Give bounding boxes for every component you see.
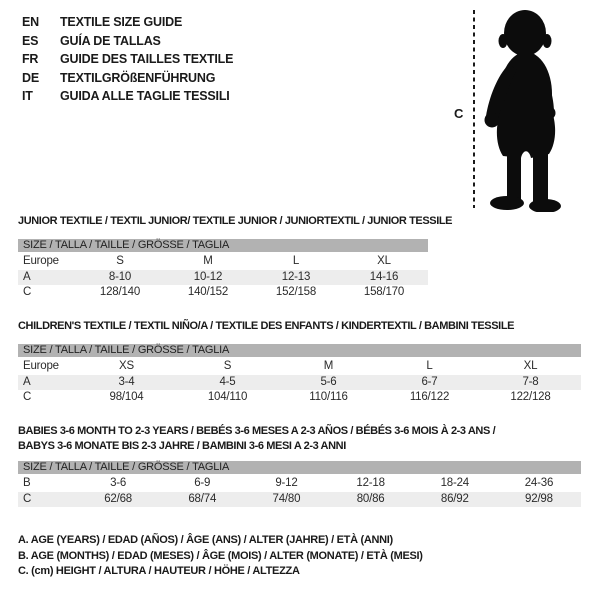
table-cell: 98/104 xyxy=(109,391,144,403)
table-cell: 68/74 xyxy=(188,492,217,505)
table-cell: 12-18 xyxy=(356,477,385,489)
language-code: IT xyxy=(22,89,33,103)
table-cell: L xyxy=(426,360,433,372)
table-cell: 140/152 xyxy=(187,286,229,298)
table-row xyxy=(18,285,428,301)
table-cell: 92/98 xyxy=(525,492,553,505)
language-row-de xyxy=(22,69,233,88)
table-row xyxy=(18,375,581,391)
title-line: CHILDREN'S TEXTILE / TEXTIL NIÑO/A / TEXTILE DES ENFANTS / KINDERTEXTIL / BAMBINI TESSILE xyxy=(18,320,515,332)
size-header-bar: SIZE / TALLA / TAILLE / GRÖSSE / TAGLIA xyxy=(18,344,581,357)
language-code: DE xyxy=(22,70,39,85)
babies-table-title xyxy=(18,424,495,454)
table-cell: 80/86 xyxy=(356,492,385,505)
junior-table-title xyxy=(18,214,452,229)
table-cell: 12-13 xyxy=(281,270,311,283)
babies-size-table xyxy=(18,461,581,507)
table-cell: 10-12 xyxy=(193,270,223,283)
table-cell: 110/116 xyxy=(309,391,348,403)
size-header-bar: SIZE / TALLA / TAILLE / GRÖSSE / TAGLIA xyxy=(18,239,428,252)
table-cell: M xyxy=(203,255,213,267)
table-cell: 14-16 xyxy=(369,270,399,283)
table-cell: 6-7 xyxy=(421,375,438,388)
row-label: Europe xyxy=(23,255,59,267)
language-row-fr xyxy=(22,50,233,69)
table-cell: 62/68 xyxy=(104,492,132,505)
table-cell: 74/80 xyxy=(272,492,301,505)
row-label: Europe xyxy=(23,360,59,372)
title-line: JUNIOR TEXTILE / TEXTIL JUNIOR/ TEXTILE JUNIOR / JUNIORTEXTIL / JUNIOR TESSILE xyxy=(18,215,453,227)
footnote-height: C. (cm) HEIGHT / ALTURA / HAUTEUR / HÖHE / ALTEZZA xyxy=(18,565,300,577)
table-cell: XL xyxy=(377,255,391,267)
table-cell: L xyxy=(292,255,300,267)
table-cell: 24-36 xyxy=(524,477,554,489)
table-cell: 7-8 xyxy=(522,375,539,388)
table-cell: 86/92 xyxy=(440,492,469,505)
language-label: GUIDE DES TAILLES TEXTILE xyxy=(60,52,234,66)
table-row xyxy=(18,476,581,492)
row-label: B xyxy=(23,477,31,489)
table-cell: XS xyxy=(119,360,134,372)
size-header-bar: SIZE / TALLA / TAILLE / GRÖSSE / TAGLIA xyxy=(18,461,581,474)
junior-size-table xyxy=(18,239,428,301)
height-marker-label: C xyxy=(454,106,464,121)
language-row-it xyxy=(22,87,233,106)
table-cell: 128/140 xyxy=(99,286,141,298)
row-label: C xyxy=(23,492,32,505)
table-cell: 18-24 xyxy=(440,477,469,489)
table-cell: M xyxy=(323,360,334,372)
table-row xyxy=(18,254,428,270)
table-cell: 3-4 xyxy=(118,375,135,388)
table-cell: 6-9 xyxy=(194,477,211,489)
row-label: A xyxy=(23,270,31,283)
table-cell: 9-12 xyxy=(275,477,298,489)
table-cell: S xyxy=(116,255,124,267)
table-row xyxy=(18,270,428,286)
table-row xyxy=(18,390,581,406)
language-code: FR xyxy=(22,52,39,66)
language-list xyxy=(22,13,233,106)
table-row xyxy=(18,359,581,375)
language-label: TEXTILE SIZE GUIDE xyxy=(60,15,183,29)
language-label: GUÍA DE TALLAS xyxy=(60,33,161,48)
legend-footnotes xyxy=(18,533,423,580)
row-label: A xyxy=(23,375,31,388)
table-cell: 158/170 xyxy=(363,286,405,298)
language-code: ES xyxy=(22,33,39,48)
title-line: BABYS 3-6 MONATE BIS 2-3 JAHRE / BAMBINI 3-6 MESI A 2-3 ANNI xyxy=(18,440,346,452)
title-line: BABIES 3-6 MONTH TO 2-3 YEARS / BEBÉS 3-6 MESES A 2-3 AÑOS / BÉBÉS 3-6 MOIS À 2-3 ANS / xyxy=(18,425,496,437)
table-cell: XL xyxy=(523,360,538,372)
toddler-silhouette xyxy=(468,6,574,212)
language-row-en xyxy=(22,13,233,32)
children-table-title xyxy=(18,319,514,334)
row-label: C xyxy=(23,391,32,403)
children-size-table xyxy=(18,344,581,406)
language-row-es xyxy=(22,32,233,51)
table-cell: 122/128 xyxy=(510,391,551,403)
footnote-age-years: A. AGE (YEARS) / EDAD (AÑOS) / ÂGE (ANS) / ALTER (JAHRE) / ETÀ (ANNI) xyxy=(18,534,393,546)
table-cell: S xyxy=(223,360,232,372)
language-label: TEXTILGRÖßENFÜHRUNG xyxy=(60,70,216,85)
row-label: C xyxy=(23,286,32,298)
language-code: EN xyxy=(22,15,39,29)
table-cell: 152/158 xyxy=(275,286,317,298)
language-label: GUIDA ALLE TAGLIE TESSILI xyxy=(60,89,230,103)
table-cell: 8-10 xyxy=(108,270,132,283)
table-cell: 4-5 xyxy=(219,375,236,388)
table-cell: 104/110 xyxy=(207,391,248,403)
table-cell: 5-6 xyxy=(320,375,337,388)
table-row xyxy=(18,492,581,508)
table-cell: 3-6 xyxy=(110,477,127,489)
footnote-age-months: B. AGE (MONTHS) / EDAD (MESES) / ÂGE (MOIS) / ALTER (MONATE) / ETÀ (MESI) xyxy=(18,549,423,562)
table-cell: 116/122 xyxy=(409,391,450,403)
